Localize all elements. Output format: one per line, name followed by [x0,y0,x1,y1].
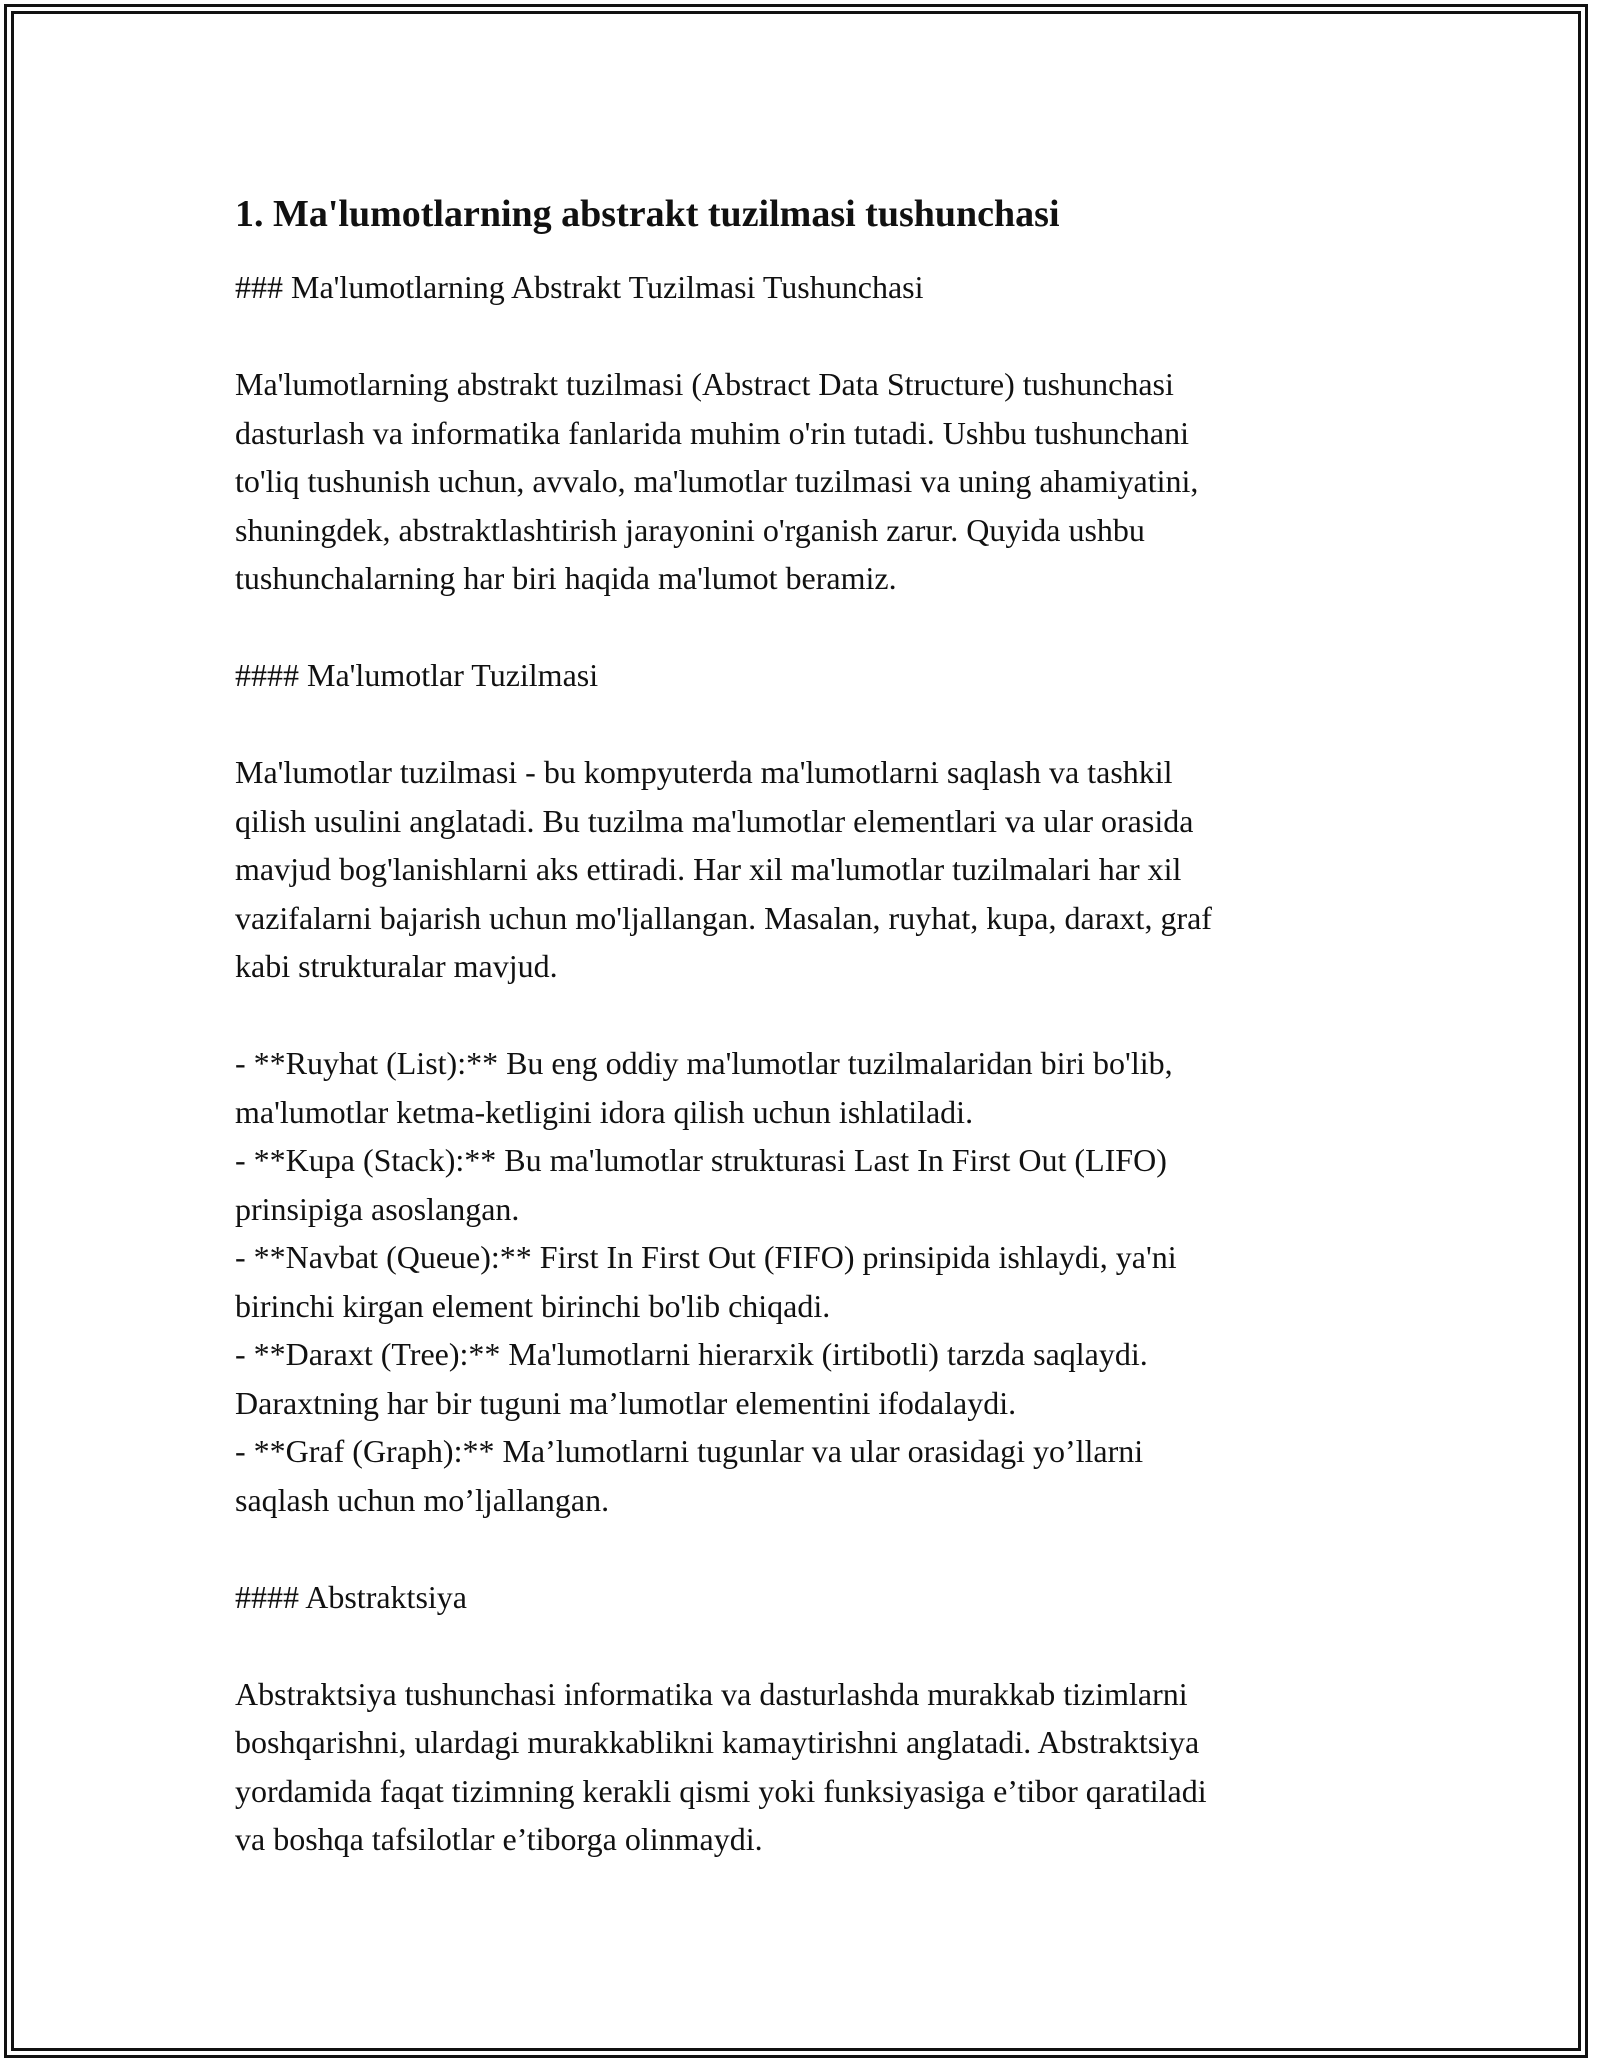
main-heading: ### Ma'lumotlarning Abstrakt Tuzilmasi Tushunchasi [235,269,924,305]
list-item: - **Graf (Graph):** Ma’lumotlarni tugunlar va ular orasidagi yo’llarni [235,1433,1144,1469]
list-item-continuation: ma'lumotlar ketma-ketligini idora qilish uchun ishlatiladi. [235,1093,974,1130]
paragraph-line: mavjud bog'lanishlarni aks ettiradi. Har xil ma'lumotlar tuzilmalari har xil [235,851,1182,887]
section-heading-structure: #### Ma'lumotlar Tuzilmasi [235,657,599,693]
spacer [235,1524,1385,1573]
paragraph-line: Ma'lumotlarning abstrakt tuzilmasi (Abstract Data Structure) tushunchasi [235,366,1174,402]
spacer [235,312,1385,361]
list-item-continuation: birinchi kirgan element birinchi bo'lib chiqadi. [235,1287,831,1324]
list-item-continuation: Daraxtning har bir tuguni ma’lumotlar elementini ifodalaydi. [235,1384,1017,1421]
spacer [235,243,1385,263]
paragraph-line: to'liq tushunish uchun, avvalo, ma'lumotlar tuzilmasi va uning ahamiyatini, [235,463,1199,499]
structure-paragraph [235,748,1385,991]
paragraph-line: dasturlash va informatika fanlarida muhim o'rin tutadi. Ushbu tushunchani [235,414,1189,451]
spacer [235,991,1385,1040]
abstraction-paragraph [235,1670,1385,1864]
paragraph-line: qilish usulini anglatadi. Bu tuzilma ma'lumotlar elementlari va ular orasida [235,802,1194,839]
paragraph-line: kabi strukturalar mavjud. [235,948,558,984]
list-item: - **Ruyhat (List):** Bu eng oddiy ma'lumotlar tuzilmalaridan biri bo'lib, [235,1045,1173,1081]
list-item: - **Daraxt (Tree):** Ma'lumotlarni hierarxik (irtibotli) tarzda saqlaydi. [235,1336,1148,1372]
spacer [235,1621,1385,1670]
list-item: - **Kupa (Stack):** Bu ma'lumotlar strukturasi Last In First Out (LIFO) [235,1142,1167,1178]
spacer [235,603,1385,652]
intro-paragraph [235,360,1385,603]
spacer [235,700,1385,749]
paragraph-line: va boshqa tafsilotlar e’tiborga olinmaydi. [235,1821,763,1857]
paragraph-line: tushunchalarning har biri haqida ma'lumot beramiz. [235,560,897,596]
section-heading-abstraction: #### Abstraktsiya [235,1578,467,1615]
list-item-continuation: prinsipiga asoslangan. [235,1190,520,1227]
list-item-continuation: saqlash uchun mo’ljallangan. [235,1481,610,1518]
paragraph-line: vazifalarni bajarish uchun mo'ljallangan. Masalan, ruyhat, kupa, daraxt, graf [235,899,1212,936]
list-item: - **Navbat (Queue):** First In First Out (FIFO) prinsipida ishlaydi, ya'ni [235,1239,1177,1275]
paragraph-line: yordamida faqat tizimning kerakli qismi yoki funksiyasiga e’tibor qaratiladi [235,1772,1207,1809]
paragraph-line: Ma'lumotlar tuzilmasi - bu kompyuterda ma'lumotlarni saqlash va tashkil [235,754,1173,790]
paragraph-line: boshqarishni, ulardagi murakkablikni kamaytirishni anglatadi. Abstraktsiya [235,1724,1200,1760]
page-title: 1. Ma'lumotlarning abstrakt tuzilmasi tushunchasi [235,193,1060,235]
paragraph-line: Abstraktsiya tushunchasi informatika va dasturlashda murakkab tizimlarni [235,1675,1188,1712]
data-structure-list [235,1039,1385,1524]
document-body [235,185,1385,1864]
paragraph-line: shuningdek, abstraktlashtirish jarayonini o'rganish zarur. Quyida ushbu [235,511,1145,548]
